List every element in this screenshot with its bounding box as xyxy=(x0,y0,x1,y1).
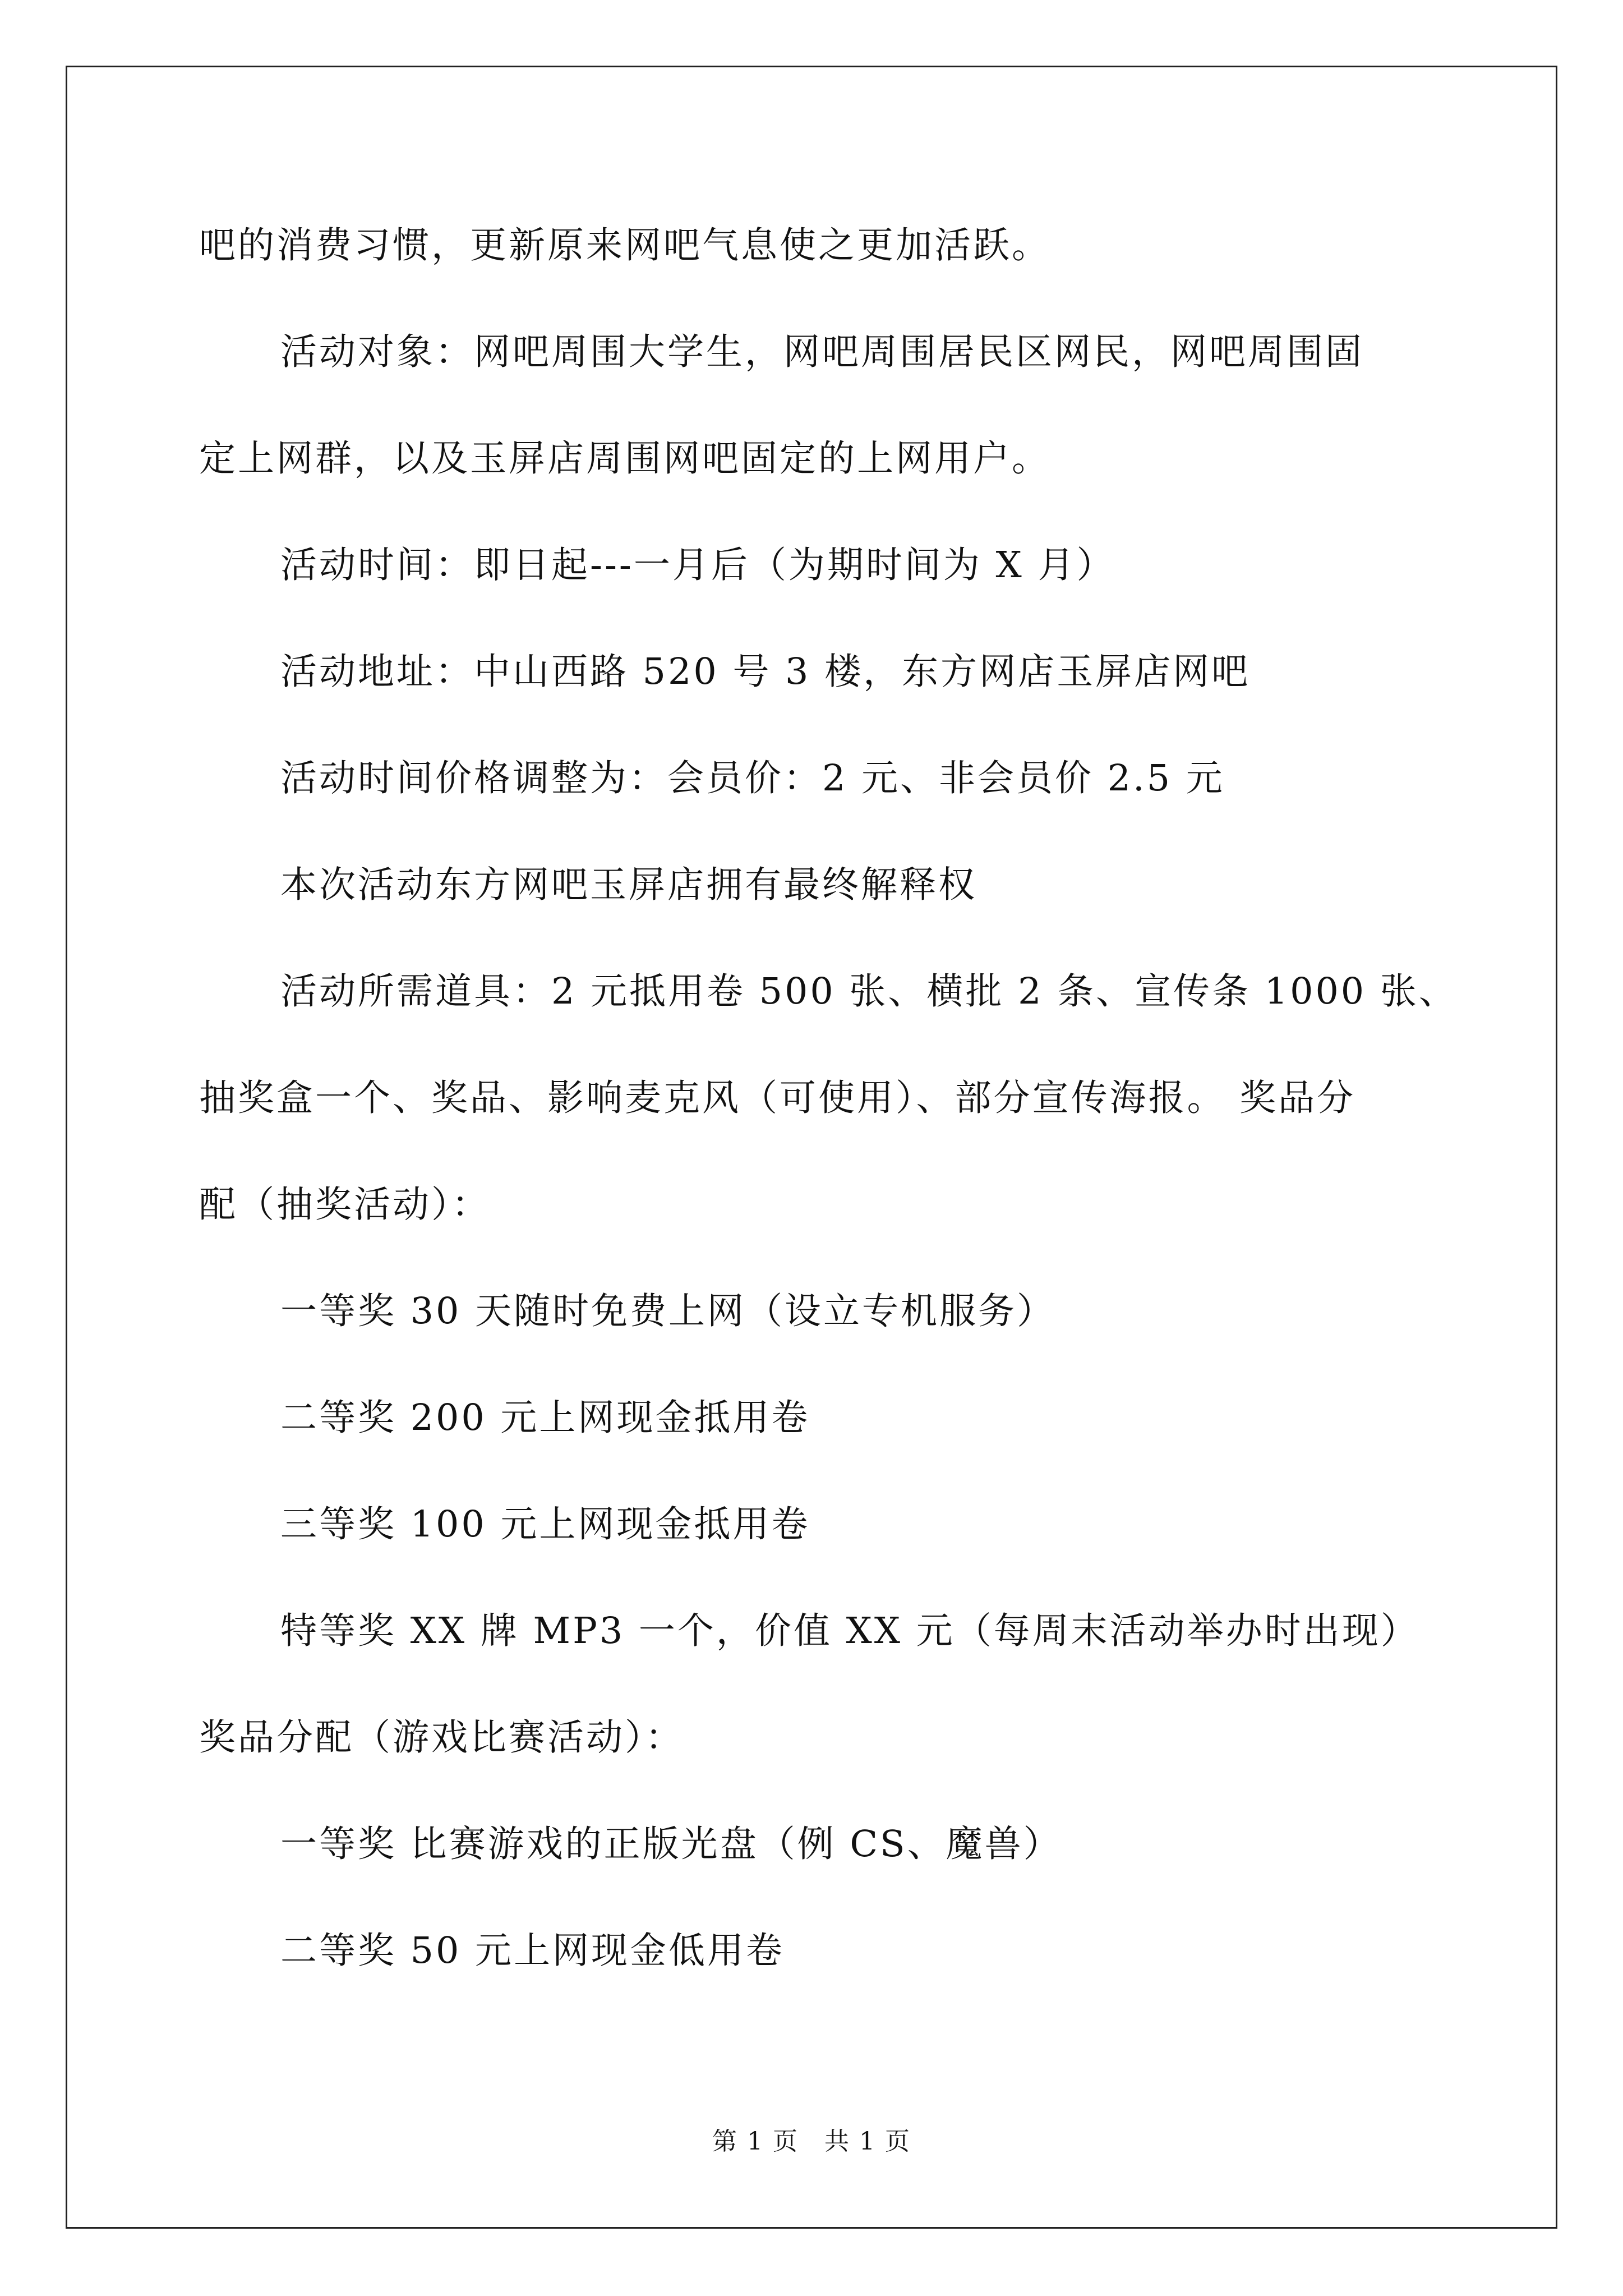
paragraph-line: 活动时间：即日起---一月后（为期时间为 X 月） xyxy=(280,544,1115,586)
paragraph-line: 一等奖 30 天随时免费上网（设立专机服务） xyxy=(280,1290,1056,1332)
page-number: 第 1 页 共 1 页 xyxy=(712,2127,911,2156)
paragraph-line: 一等奖 比赛游戏的正版光盘（例 CS、魔兽） xyxy=(280,1823,1062,1865)
paragraph-line: 本次活动东方网吧玉屏店拥有最终解释权 xyxy=(280,864,978,906)
paragraph-line: 吧的消费习惯，更新原来网吧气息使之更加活跃。 xyxy=(199,224,1051,266)
paragraph-line: 活动地址：中山西路 520 号 3 楼，东方网店玉屏店网吧 xyxy=(280,651,1251,693)
paragraph-line: 奖品分配（游戏比赛活动）： xyxy=(199,1717,684,1759)
paragraph-line: 二等奖 50 元上网现金低用卷 xyxy=(280,1930,785,1972)
page-border xyxy=(66,66,1557,2229)
paragraph-line: 三等奖 100 元上网现金抵用卷 xyxy=(280,1503,810,1545)
paragraph-line: 配（抽奖活动）： xyxy=(199,1184,491,1226)
paragraph-line: 特等奖 XX 牌 MP3 一个，价值 XX 元（每周末活动举办时出现） xyxy=(280,1610,1419,1652)
paragraph-line: 抽奖盒一个、奖品、影响麦克风（可使用）、部分宣传海报。 奖品分 xyxy=(199,1077,1356,1119)
paragraph-line: 定上网群，以及玉屏店周围网吧固定的上网用户。 xyxy=(199,438,1051,480)
paragraph-line: 活动对象：网吧周围大学生，网吧周围居民区网民，网吧周围固 xyxy=(280,331,1364,373)
paragraph-line: 活动时间价格调整为：会员价：2 元、非会员价 2.5 元 xyxy=(280,757,1225,799)
paragraph-line: 活动所需道具：2 元抵用卷 500 张、横批 2 条、宣传条 1000 张、 xyxy=(280,970,1458,1013)
paragraph-line: 二等奖 200 元上网现金抵用卷 xyxy=(280,1397,810,1439)
